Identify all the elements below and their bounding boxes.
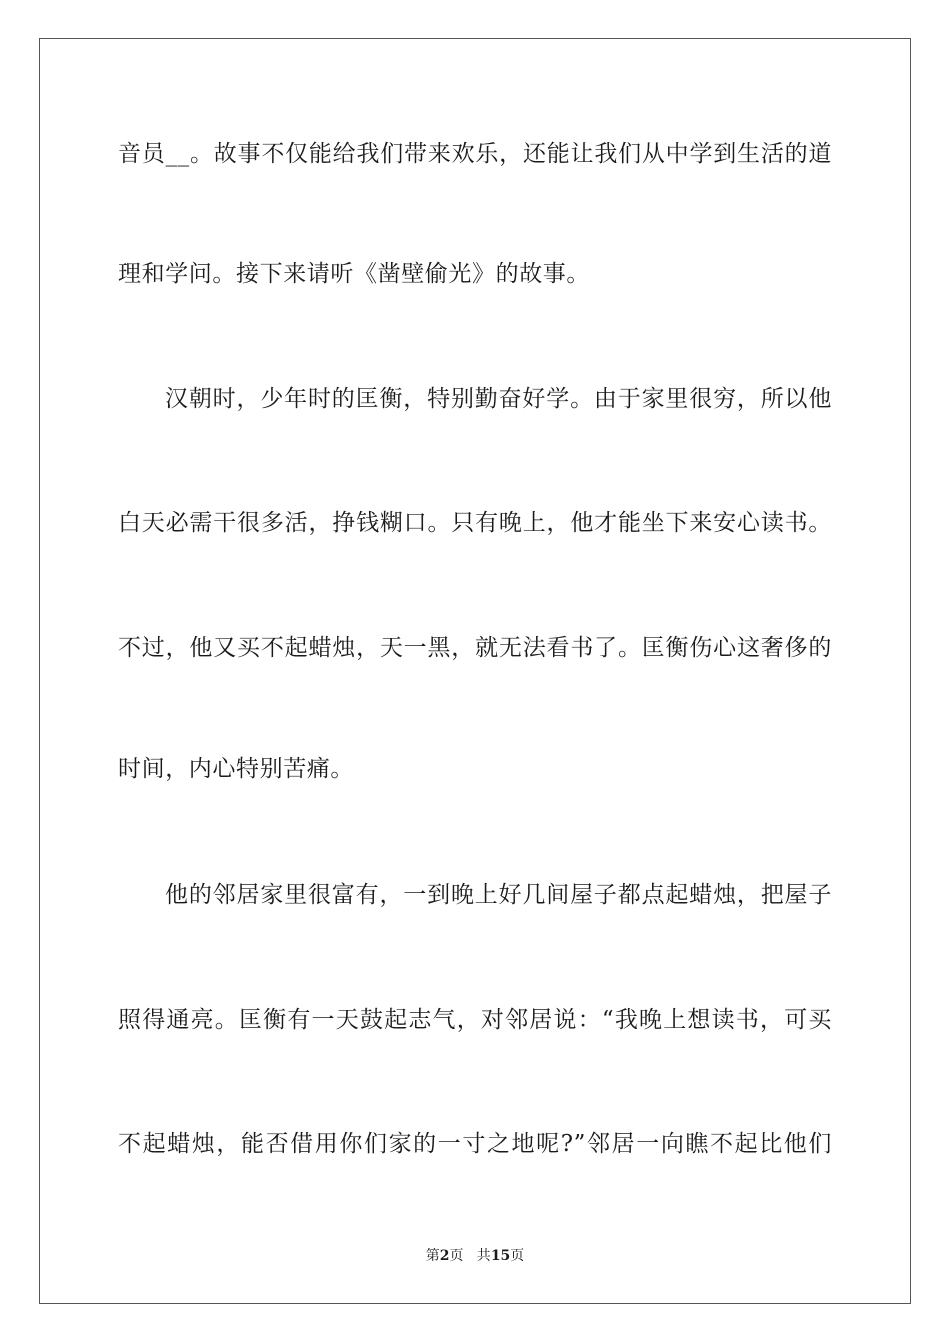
page-footer — [0, 1246, 950, 1266]
text-line-8: 照得通亮。匡衡有一天鼓起志气，对邻居说：“我晚上想读书，可买 — [118, 1007, 832, 1033]
footer-total-suffix: 页 — [510, 1248, 525, 1264]
text-line-7: 他的邻居家里很富有，一到晚上好几间屋子都点起蜡烛，把屋子 — [165, 882, 832, 908]
footer-page-number: 2 — [439, 1248, 450, 1264]
footer-page-prefix: 第 — [425, 1248, 440, 1264]
text-line-6: 时间，内心特别苦痛。 — [118, 756, 354, 782]
text-line-1: 音员__。故事不仅能给我们带来欢乐，还能让我们从中学到生活的道 — [118, 141, 832, 167]
text-line-5: 不过，他又买不起蜡烛，天一黑，就无法看书了。匡衡伤心这奢侈的 — [118, 635, 832, 661]
footer-page-suffix: 页 共 — [449, 1248, 491, 1264]
text-line-2: 理和学问。接下来请听《凿壁偷光》的故事。 — [118, 261, 590, 287]
footer-total-pages: 15 — [490, 1248, 511, 1264]
text-line-3: 汉朝时，少年时的匡衡，特别勤奋好学。由于家里很穷，所以他 — [165, 386, 832, 412]
text-line-4: 白天必需干很多活，挣钱糊口。只有晚上，他才能坐下来安心读书。 — [118, 510, 832, 536]
page-border — [39, 38, 911, 1304]
text-line-9: 不起蜡烛，能否借用你们家的一寸之地呢?”邻居一向瞧不起比他们 — [118, 1131, 832, 1157]
